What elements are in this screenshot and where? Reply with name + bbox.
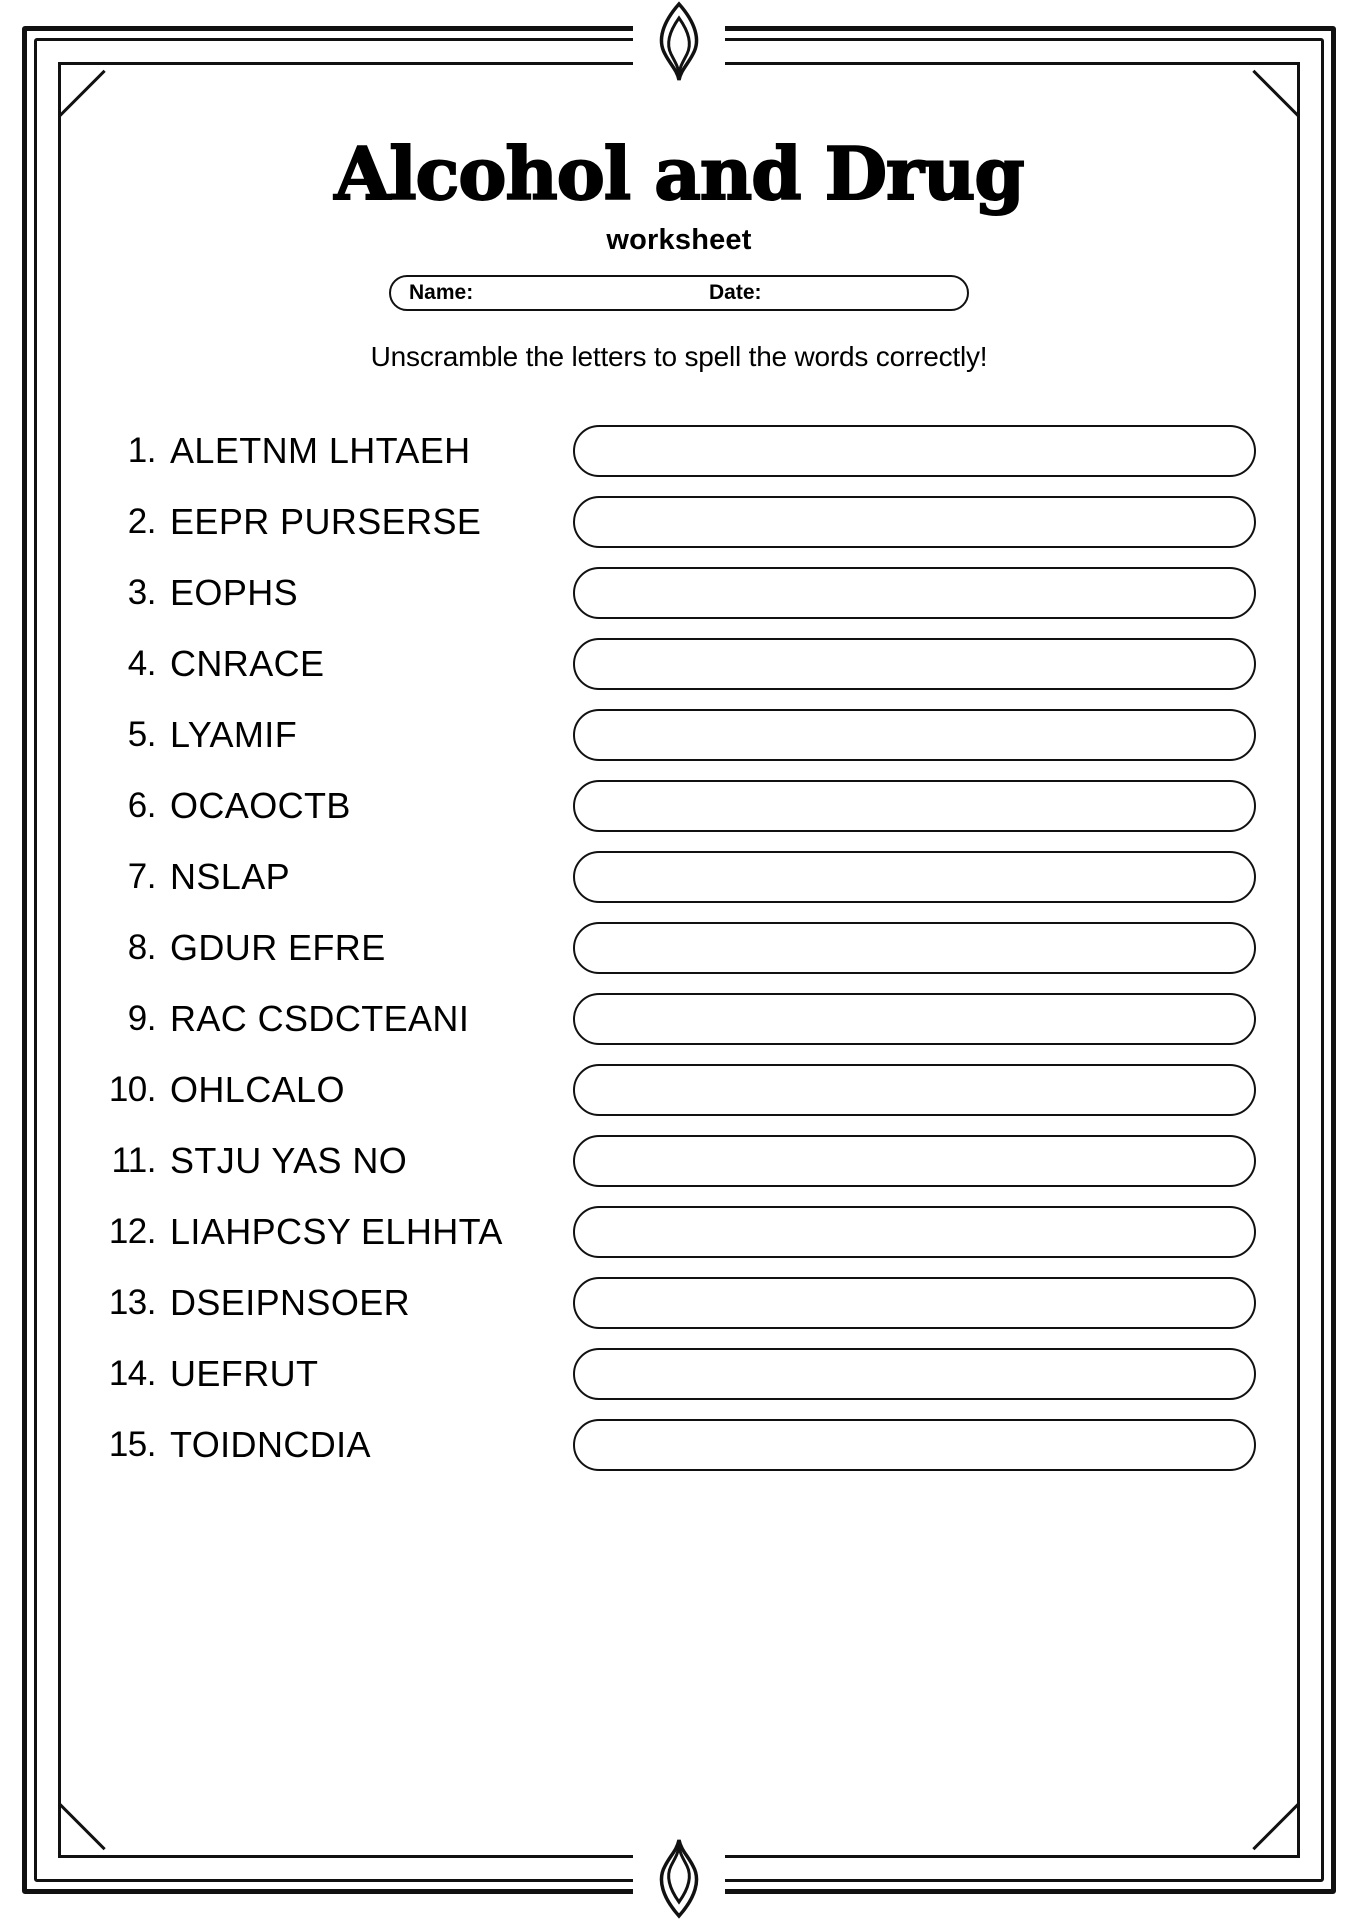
list-item — [92, 1338, 1266, 1409]
scrambled-word: DSEIPNSOER — [170, 1281, 411, 1323]
list-item — [92, 628, 1266, 699]
scrambled-word: EOPHS — [170, 571, 299, 613]
list-item — [92, 699, 1266, 770]
list-item — [92, 557, 1266, 628]
name-date-field[interactable] — [389, 275, 969, 311]
answer-input[interactable] — [573, 425, 1256, 477]
list-item — [92, 1196, 1266, 1267]
list-item — [92, 983, 1266, 1054]
answer-input[interactable] — [573, 1206, 1256, 1258]
item-number: 2. — [127, 501, 156, 541]
page-subtitle: worksheet — [606, 224, 752, 256]
answer-input[interactable] — [573, 1277, 1256, 1329]
list-item — [92, 1054, 1266, 1125]
answer-input[interactable] — [573, 709, 1256, 761]
answer-input[interactable] — [573, 567, 1256, 619]
item-number: 12. — [108, 1211, 156, 1251]
scrambled-word: ALETNM LHTAEH — [170, 429, 471, 471]
scrambled-word: STJU YAS NO — [170, 1139, 408, 1181]
item-number: 14. — [108, 1353, 156, 1393]
item-number: 13. — [108, 1282, 156, 1322]
scrambled-word: GDUR EFRE — [170, 926, 386, 968]
page-title: Alcohol and Drug — [334, 131, 1024, 216]
item-number: 8. — [127, 927, 156, 967]
scrambled-word: LYAMIF — [170, 713, 298, 755]
item-number: 7. — [127, 856, 156, 896]
scrambled-word: LIAHPCSY ELHHTA — [170, 1210, 503, 1252]
list-item — [92, 770, 1266, 841]
scrambled-word: UEFRUT — [170, 1352, 319, 1394]
item-number: 10. — [108, 1069, 156, 1109]
petal-ornament-top-icon — [633, 0, 725, 88]
worksheet-content — [92, 100, 1266, 1820]
item-number: 9. — [127, 998, 156, 1038]
answer-input[interactable] — [573, 638, 1256, 690]
item-number: 4. — [127, 643, 156, 683]
answer-input[interactable] — [573, 1348, 1256, 1400]
petal-ornament-bottom-icon — [633, 1832, 725, 1924]
answer-input[interactable] — [573, 496, 1256, 548]
answer-input[interactable] — [573, 1419, 1256, 1471]
item-number: 6. — [127, 785, 156, 825]
scrambled-word: OHLCALO — [170, 1068, 345, 1110]
list-item — [92, 1267, 1266, 1338]
answer-input[interactable] — [573, 1135, 1256, 1187]
item-number: 11. — [111, 1140, 156, 1180]
answer-input[interactable] — [573, 1064, 1256, 1116]
list-item — [92, 912, 1266, 983]
item-number: 5. — [127, 714, 156, 754]
item-number: 3. — [127, 572, 156, 612]
list-item — [92, 1125, 1266, 1196]
scramble-list — [92, 415, 1266, 1480]
scrambled-word: OCAOCTB — [170, 784, 351, 826]
answer-input[interactable] — [573, 993, 1256, 1045]
scrambled-word: TOIDNCDIA — [170, 1423, 371, 1465]
name-label: Name: — [409, 281, 474, 304]
list-item — [92, 841, 1266, 912]
answer-input[interactable] — [573, 922, 1256, 974]
item-number: 15. — [108, 1424, 156, 1464]
item-number: 1. — [127, 430, 156, 470]
date-label: Date: — [709, 281, 762, 304]
list-item — [92, 486, 1266, 557]
list-item — [92, 1409, 1266, 1480]
list-item — [92, 415, 1266, 486]
scrambled-word: RAC CSDCTEANI — [170, 997, 470, 1039]
scrambled-word: CNRACE — [170, 642, 325, 684]
instructions-text: Unscramble the letters to spell the words correctly! — [370, 341, 988, 372]
answer-input[interactable] — [573, 780, 1256, 832]
scrambled-word: NSLAP — [170, 855, 291, 897]
answer-input[interactable] — [573, 851, 1256, 903]
scrambled-word: EEPR PURSERSE — [170, 500, 482, 542]
